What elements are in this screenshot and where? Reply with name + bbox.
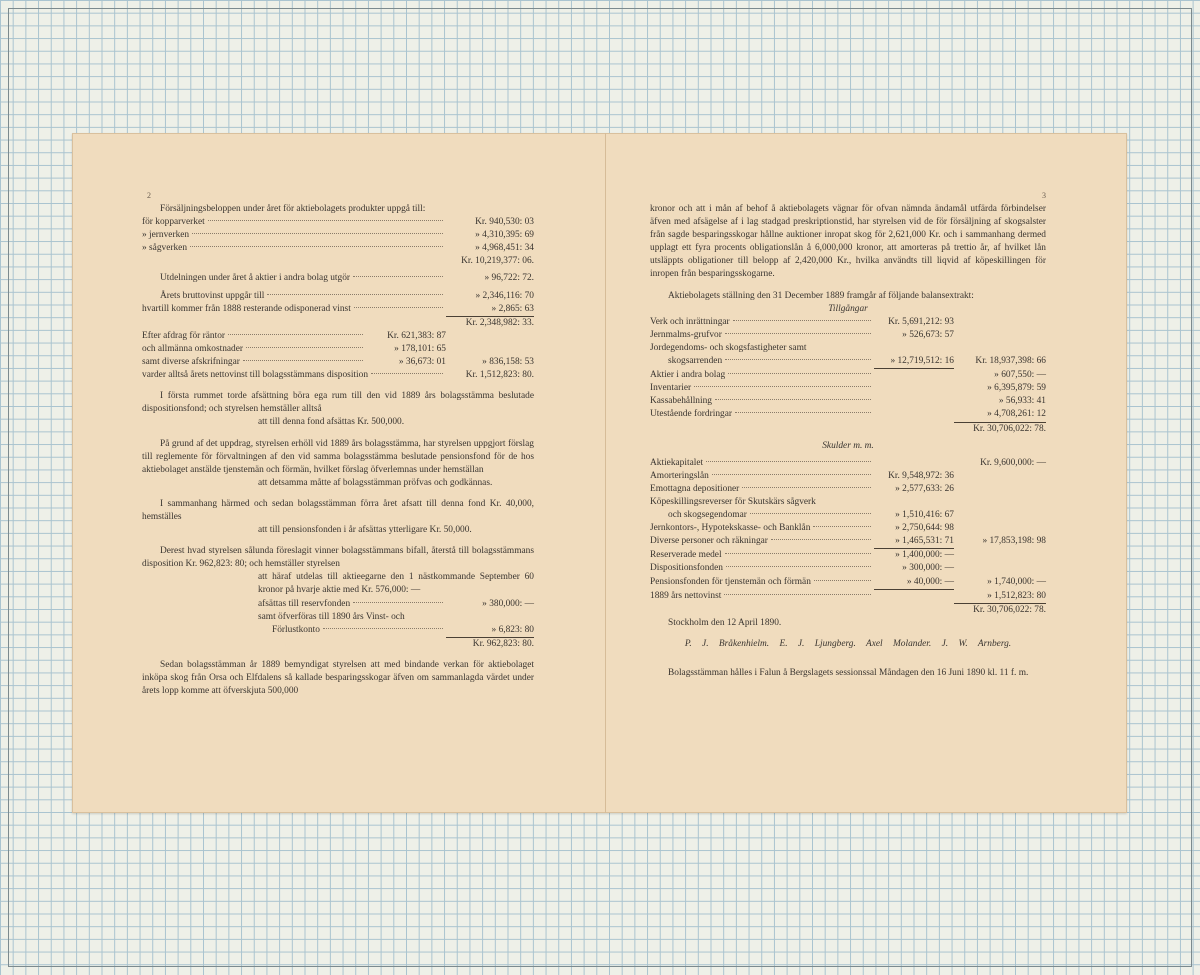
- row-subamount: » 36,673: 01: [398, 357, 446, 368]
- proposal-dividend: att häraf utdelas till aktieegarne den 1 nästkommande September 60 kronor på hvarje aktie med Kr. 576,000: —: [258, 572, 534, 596]
- paragraph-distribution: Derest hvad styrelsen sålunda föreslagit vinner bolagsstämmans bifall, återstå till bolagsstämmans disposition Kr. 962,823: 80; och hemställer styrelsen: [142, 546, 534, 570]
- row-subamount: Kr. 5,691,212: 93: [888, 316, 954, 327]
- paragraph-disposition-fund: I första rummet torde afsättning böra ega rum till den vid 1889 års bolagsstämma beslutade dispositionsfond; och styrelsen hemställer alltså: [142, 391, 534, 415]
- table-row: [650, 576, 1046, 590]
- row-label: Jernmalms-grufvor: [650, 329, 722, 340]
- paragraph-pension-fund: På grund af det uppdrag, styrelsen erhöll vid 1889 års bolagsstämma, har styrelsen uppgjort förslag till reglemente för förvaltningen af den vid samma bolagsstämma beslutade pensionsfond för de hos aktiebolaget anstälde tjenstemän och förmän, hvilket förslag öfverlemnas under hemställan: [142, 438, 534, 475]
- row-label: Reserverade medel: [650, 550, 722, 561]
- row-amount: » 17,853,198: 98: [982, 536, 1046, 547]
- row-subamount: » 526,673: 57: [902, 329, 954, 340]
- table-row: [650, 408, 1046, 422]
- loss-account-row: Förlustkonto » 6,823: 80: [272, 624, 534, 638]
- left-page: [142, 203, 534, 698]
- row-subamount: » 40,000: —: [874, 576, 954, 590]
- row-amount: » 1,740,000: —: [987, 576, 1046, 587]
- right-page: [650, 203, 1046, 680]
- page-fold: [605, 133, 606, 813]
- table-row: [650, 382, 1046, 395]
- table-row: [650, 355, 1046, 369]
- gross-total-row: Kr. 2,348,982: 33.: [465, 317, 534, 328]
- table-row: [142, 216, 534, 229]
- signatures: P. J. Bråkenhielm. E. J. Ljungberg. Axel Molander. J. W. Arnberg.: [684, 638, 1012, 649]
- dividends-row: Utdelningen under året å aktier i andra bolag utgör » 96,722: 72.: [160, 273, 534, 284]
- row-label: Kassabehållning: [650, 396, 712, 407]
- assets-heading: Tillgångar: [828, 303, 868, 314]
- table-row: [650, 590, 1046, 604]
- table-row: [650, 342, 1046, 355]
- document-sheet: [72, 133, 1127, 813]
- sales-intro: Försäljningsbeloppen under året för aktiebolagets produkter uppgå till:: [160, 204, 426, 214]
- row-subamount: » 12,719,512: 16: [874, 355, 954, 369]
- row-amount: » 607,550: —: [994, 370, 1046, 381]
- table-row: [650, 470, 1046, 483]
- gross-profit-row: Årets bruttovinst uppgår till » 2,346,116: 70: [160, 290, 534, 301]
- paragraph-forest-purchase: Sedan bolagsstämman år 1889 bemyndigat styrelsen att med bindande verkan för aktiebolaget inköpa skog från Orsa och Elfdalens så kallade besparingsskogar äfven om sammanlagda värdet under årets lopp komme att öfverskjuta 500,000: [142, 659, 534, 697]
- row-label: Pensionsfonden för tjenstemän och förmän: [650, 576, 811, 587]
- row-label: Inventarier: [650, 383, 692, 394]
- row-label: Aktier i andra bolag: [650, 370, 726, 381]
- table-row: [650, 522, 1046, 535]
- meeting-notice: Bolagsstämman hålles i Falun å Bergslagets sessionssal Måndagen den 16 Juni 1890 kl. 11 f. m.: [668, 668, 1029, 678]
- row-label: och allmänna omkostnader: [142, 343, 244, 354]
- row-label: Jernkontors-, Hypotekskasse- och Banklån: [650, 523, 811, 534]
- row-label: Köpeskillingsreverser för Skutskärs sågverk: [650, 496, 816, 507]
- table-row: [650, 329, 1046, 342]
- carry-over-row: hvartill kommer från 1888 resterande odisponerad vinst » 2,865: 63: [142, 303, 534, 317]
- deductions-table: [142, 330, 534, 369]
- row-subamount: » 1,465,531: 71: [874, 535, 954, 549]
- row-subamount: » 2,750,644: 98: [895, 523, 954, 534]
- row-label: » jernverken: [142, 230, 190, 241]
- row-label: Efter afdrag för räntor: [142, 330, 226, 341]
- table-row: [142, 242, 534, 255]
- paragraph-pension-allocation: I sammanhang härmed och sedan bolagsstämman förra året afsatt till denna fond Kr. 40,000, hemställes: [142, 498, 534, 522]
- row-amount: Kr. 18,937,398: 66: [975, 356, 1046, 367]
- row-label: samt diverse afskrifningar: [142, 357, 240, 368]
- row-label: och skogsegendomar: [668, 510, 747, 521]
- table-row: [142, 229, 534, 242]
- page-number-right: 3: [1042, 191, 1046, 200]
- table-row: [650, 369, 1046, 382]
- paragraph-forest-purchase-cont: kronor och att i mån af behof å aktiebolagets vägnar för ofvan nämnda ändamål utfärda förbindelser äfven med afsägelse af i lag stadgad preskriptionstid, har styrelsen vid de för försäljning af skogsalster från sagde besparingsskogar hållne auktioner inropat skog för 2,621,000 Kr. och i sammanhang dermed upplagt ett fyra procents obligationslån å 6,000,000 kronor, att amorteras på trettio år, af hvilket lån utsläppts obligationer till belopp af 2,420,000 Kr., hvilka användts till liqvid af köpeskillingen för inropen från besparingsskogarne.: [650, 204, 1046, 280]
- row-label: Verk och inrättningar: [650, 316, 730, 327]
- proposal-pension-rules: att detsamma måtte af bolagsstämman pröfvas och godkännas.: [258, 477, 493, 488]
- row-label: Diverse personer och räkningar: [650, 536, 768, 547]
- table-row: [650, 395, 1046, 408]
- table-row: [142, 330, 534, 343]
- row-label: Dispositionsfonden: [650, 563, 723, 574]
- row-subamount: » 2,577,633: 26: [895, 483, 954, 494]
- assets-total-row: Kr. 30,706,022: 78.: [973, 423, 1046, 434]
- row-subamount: » 178,101: 65: [394, 343, 446, 354]
- proposal-carry-forward: samt öfverföras till 1890 års Vinst- och: [258, 611, 405, 622]
- row-amount: » 4,968,451: 34: [475, 243, 534, 254]
- table-row: [650, 509, 1046, 522]
- row-subamount: Kr. 9,548,972: 36: [888, 470, 954, 481]
- table-row: [650, 457, 1046, 470]
- row-subamount: Kr. 621,383: 87: [387, 330, 446, 341]
- row-subamount: » 1,400,000: —: [895, 550, 954, 561]
- proposal-disposition-fund: att till denna fond afsättas Kr. 500,000.: [258, 417, 405, 428]
- row-amount: » 6,395,879: 59: [987, 383, 1046, 394]
- row-label: Jordegendoms- och skogsfastigheter samt: [650, 342, 807, 353]
- row-amount: » 56,933: 41: [998, 396, 1046, 407]
- reserve-fund-row: afsättas till reservfonden » 380,000: —: [258, 598, 534, 609]
- row-label: skogsarrenden: [668, 356, 723, 367]
- row-label: Aktiekapitalet: [650, 457, 704, 468]
- row-amount: Kr. 9,600,000: —: [980, 457, 1046, 468]
- row-subamount: » 1,510,416: 67: [895, 510, 954, 521]
- sales-total-row: Kr. 10,219,377: 06.: [461, 256, 534, 267]
- liabilities-table: [650, 457, 1046, 604]
- row-label: Amorteringslån: [650, 470, 709, 481]
- liabilities-heading: Skulder m. m.: [822, 440, 874, 451]
- table-row: [650, 549, 1046, 562]
- row-amount: Kr. 940,530: 03: [475, 217, 534, 228]
- sales-table: [142, 216, 534, 255]
- table-row: [650, 562, 1046, 575]
- row-label: för kopparverket: [142, 217, 205, 228]
- page-number-left: 2: [147, 191, 151, 200]
- liabilities-total-row: Kr. 30,706,022: 78.: [973, 604, 1046, 615]
- row-subamount: » 300,000: —: [902, 563, 954, 574]
- balance-intro: Aktiebolagets ställning den 31 December 1889 framgår af följande balansextrakt:: [668, 290, 974, 301]
- row-label: 1889 års nettovinst: [650, 590, 722, 601]
- row-amount: » 4,310,395: 69: [475, 230, 534, 241]
- row-label: » sågverken: [142, 243, 188, 254]
- row-amount: » 836,158: 53: [482, 357, 534, 368]
- table-row: [142, 356, 534, 369]
- table-row: [650, 535, 1046, 549]
- table-row: [650, 316, 1046, 329]
- proposal-pension-allocation: att till pensionsfonden i år afsättas ytterligare Kr. 50,000.: [258, 525, 472, 536]
- row-label: Utestående fordringar: [650, 409, 732, 420]
- row-label: Emottagna depositioner: [650, 483, 740, 494]
- table-row: [650, 483, 1046, 496]
- table-row: [142, 343, 534, 356]
- disposition-total-row: Kr. 962,823: 80.: [472, 638, 534, 649]
- row-amount: » 1,512,823: 80: [954, 590, 1046, 604]
- table-row: [650, 496, 1046, 509]
- row-amount: » 4,708,261: 12: [954, 408, 1046, 422]
- place-date: Stockholm den 12 April 1890.: [668, 617, 782, 628]
- assets-table: [650, 316, 1046, 423]
- net-profit-row: varder alltså årets nettovinst till bolagsstämmans disposition Kr. 1,512,823: 80.: [142, 370, 534, 381]
